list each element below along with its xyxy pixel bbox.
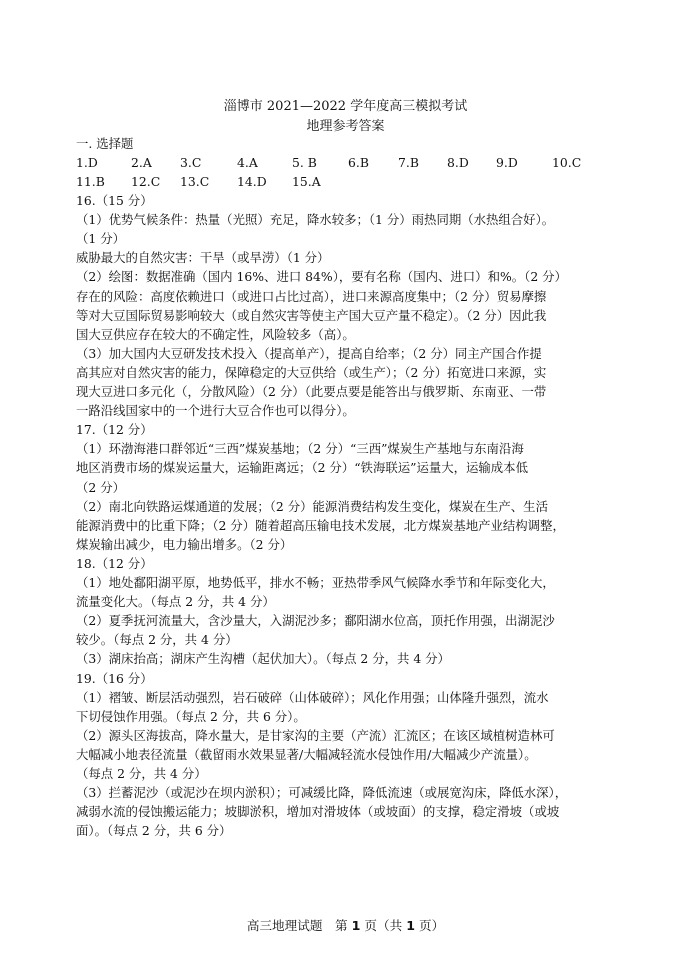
footer-middle: 页（共 [364, 918, 403, 933]
choice-answer-14: 14.D [237, 174, 267, 189]
answer-line: 19.（16 分） [76, 671, 153, 686]
choice-answer-11: 11.B [76, 174, 105, 189]
answer-line: 国大豆供应存在较大的不确定性，风险较多（高）。 [76, 327, 355, 342]
answer-line: 地区消费市场的煤炭运量大，运输距离远；（2 分）“铁海联运”运量大，运输成本低 [76, 460, 528, 475]
choice-answer-1: 1.D [76, 155, 98, 170]
footer-prefix: 高三地理试题 第 [246, 918, 348, 933]
choice-answer-6: 6.B [348, 155, 369, 170]
choice-answer-12: 12.C [131, 174, 161, 189]
answer-line: 下切侵蚀作用强。（每点 2 分，共 6 分）。 [76, 709, 306, 724]
answer-line: 现大豆进口多元化（，分散风险）（2 分）（此要点要是能答出与俄罗斯、东南亚、一带 [76, 384, 547, 399]
answer-line: （2）源头区海拔高，降水量大，是甘家沟的主要（产流）汇流区；在该区域植树造林可 [76, 728, 555, 743]
choice-answer-2: 2.A [131, 155, 152, 170]
answer-line: 较少。（每点 2 分，共 4 分） [76, 632, 238, 647]
answer-line: 威胁最大的自然灾害：干旱（或旱涝）（1 分） [76, 250, 330, 265]
choice-answer-15: 15.A [292, 174, 321, 189]
choice-answer-7: 7.B [398, 155, 419, 170]
answer-line: 面）。（每点 2 分，共 6 分） [76, 823, 232, 838]
answer-line: （1）地处鄱阳湖平原，地势低平，排水不畅；亚热带季风气候降水季节和年际变化大， [76, 575, 555, 590]
page-footer [0, 915, 691, 934]
answer-line: （3）湖床抬高；湖床产生沟槽（起伏加大）。（每点 2 分，共 4 分） [76, 651, 450, 666]
answer-line: 一路沿线国家中的一个进行大豆合作也可以得分）。 [76, 403, 355, 418]
choice-answer-4: 4.A [237, 155, 258, 170]
answer-line: （1）褶皱、断层活动强烈，岩石破碎（山体破碎）；风化作用强；山体隆升强烈，流水 [76, 690, 549, 705]
choice-answer-10: 10.C [552, 155, 582, 170]
answer-line: （每点 2 分，共 4 分） [76, 766, 207, 781]
answer-line: 能源消费中的比重下降；（2 分）随着超高压输电技术发展，北方煤炭基地产业结构调整， [76, 518, 565, 533]
answer-line: （2）夏季抚河流量大，含沙量大，入湖泥沙多；鄱阳湖水位高，顶托作用强，出湖泥沙 [76, 613, 555, 628]
answer-line: 流量变化大。（每点 2 分，共 4 分） [76, 594, 275, 609]
answer-line: 17.（12 分） [76, 422, 153, 437]
footer-suffix: 页） [418, 918, 445, 933]
choice-answer-9: 9.D [496, 155, 518, 170]
choice-answer-8: 8.D [447, 155, 469, 170]
section-heading-choice: 一. 选择题 [76, 136, 134, 151]
choice-answer-13: 13.C [180, 174, 210, 189]
answer-line: 16.（15 分） [76, 193, 153, 208]
answer-line: （2 分） [76, 480, 125, 495]
exam-title: 淄博市 2021—2022 学年度高三模拟考试 [223, 99, 468, 114]
answer-line: （3）加大国内大豆研发技术投入（提高单产），提高自给率；（2 分）同主产国合作提 [76, 346, 542, 361]
answer-line: 18.（12 分） [76, 556, 153, 571]
answer-line: （1）环渤海港口群邻近“三西”煤炭基地；（2 分）“三西”煤炭生产基地与东南沿海 [76, 441, 524, 456]
footer-page-number: 1 [351, 918, 361, 933]
answer-line: （2）绘图：数据准确（国内 16%、进口 84%），要有名称（国内、进口）和%。（2 分） [76, 269, 567, 284]
answer-line: 减弱水流的侵蚀搬运能力；坡脚淤积，增加对滑坡体（或坡面）的支撑，稳定滑坡（或坡 [76, 804, 560, 819]
answer-line: （3）拦蓄泥沙（或泥沙在坝内淤积）；可减缓比降，降低流速（或展宽沟床，降低水深）， [76, 785, 568, 800]
answer-line: 高其应对自然灾害的能力，保障稳定的大豆供给（或生产）；（2 分）拓宽进口来源，实 [76, 365, 547, 380]
answer-key-subtitle: 地理参考答案 [306, 119, 385, 134]
answer-line: （2）南北向铁路运煤通道的发展；（2 分）能源消费结构发生变化，煤炭在生产、生活 [76, 499, 548, 514]
answer-line: 大幅减小地表径流量（截留雨水效果显著/大幅减轻流水侵蚀作用/大幅减少产流量）。 [76, 747, 537, 762]
choice-answer-3: 3.C [180, 155, 202, 170]
answer-line: （1 分） [76, 231, 125, 246]
answer-line: 等对大豆国际贸易影响较大（或自然灾害等使主产国大豆产量不稳定）。（2 分）因此我 [76, 308, 547, 323]
answer-line: （1）优势气候条件：热量（光照）充足，降水较多；（1 分）雨热同期（水热组合好）。 [76, 212, 555, 227]
answer-line: 存在的风险：高度依赖进口（或进口占比过高），进口来源高度集中；（2 分）贸易摩擦 [76, 289, 547, 304]
answer-line: 煤炭输出减少，电力输出增多。（2 分） [76, 537, 293, 552]
choice-answer-5: 5. B [292, 155, 317, 170]
footer-total-pages: 1 [406, 918, 415, 933]
